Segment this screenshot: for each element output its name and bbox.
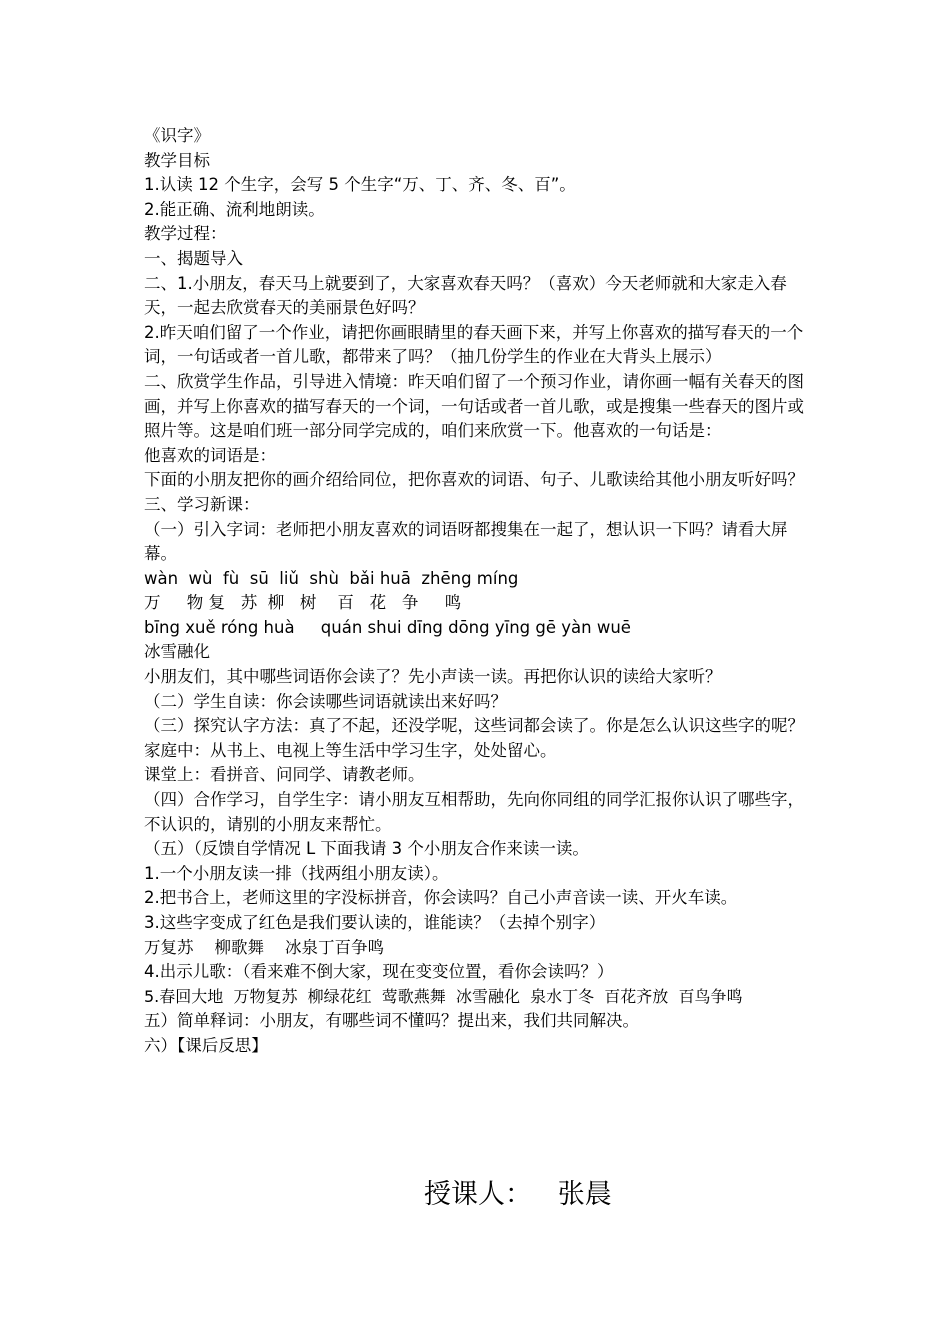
activity-item-5: 5.春回大地 万物复苏 柳绿花红 莺歌燕舞 冰雪融化 泉水丁冬 百花齐放 百鸟争鸣 bbox=[144, 986, 743, 1006]
lesson-title: 《识字》 bbox=[144, 126, 210, 145]
step-heading-new-lesson: 三、学习新课： bbox=[144, 494, 260, 514]
activity-item-3: 3.这些字变成了红色是我们要认读的，谁能读？（去掉个别字） bbox=[144, 913, 606, 932]
step-heading-intro: 一、揭题导入 bbox=[144, 248, 243, 268]
paragraph-introduce-words: （一）引入字词：老师把小朋友喜欢的词语呀都搜集在一起了，想认识一下吗？请看大屏幕。 bbox=[144, 519, 788, 564]
paragraph-appreciation: 二、欣赏学生作品，引导进入情境：昨天咱们留了一个预习作业，请你画一幅有关春天的图画，并写上你喜欢的描写春天的一个词，一句话或者一首儿歌，或是搜集一些春天的图片或照片等。这是咱们班一部分同学完成的，咱们来欣赏一下。他喜欢的一句话是： bbox=[144, 371, 804, 441]
section-heading-process: 教学过程： bbox=[144, 224, 227, 244]
paragraph-intro-2: 2.昨天咱们留了一个作业，请把你画眼睛里的春天画下来，并写上你喜欢的描写春天的一个词，一句话或者一首儿歌，都带来了吗？（抽几份学生的作业在大背头上展示） bbox=[144, 322, 804, 367]
activity-item-4: 4.出示儿歌：（看来难不倒大家，现在变变位置，看你会读吗？） bbox=[144, 962, 614, 982]
paragraph-liked-words: 他喜欢的词语是： bbox=[144, 445, 276, 465]
teacher-signature: 授课人： 张晨 bbox=[424, 1179, 612, 1210]
paragraph-self-read: （二）学生自读：你会读哪些词语就读出来好吗？ bbox=[144, 691, 507, 711]
activity-item-2: 2.把书合上，老师这里的字没标拼音，你会读吗？自己小声音读一读、开火车读。 bbox=[144, 888, 738, 908]
paragraph-feedback: （五）（反馈自学情况 L 下面我请 3 个小朋友合作来读一读。 bbox=[144, 839, 589, 859]
activity-item-1: 1.一个小朋友读一排（找两组小朋友读）。 bbox=[144, 863, 449, 883]
pinyin-line-2: bīng xuě róng huà quán shui dīng dōng yīng gē yàn wuē bbox=[144, 617, 631, 637]
pinyin-line-1: wàn wù fù sū liǔ shù bǎi huā zhēng míng bbox=[144, 568, 519, 588]
hanzi-line-1: 万 物 复 苏 柳 树 百 花 争 鸣 bbox=[144, 593, 462, 613]
paragraph-explore-methods: （三）探究认字方法：真了不起，还没学呢，这些词都会读了。你是怎么认识这些字的呢？ bbox=[144, 716, 804, 736]
goal-item-2: 2.能正确、流利地朗读。 bbox=[144, 199, 325, 219]
paragraph-in-class: 课堂上：看拼音、问同学、请教老师。 bbox=[144, 765, 425, 785]
paragraph-read-quietly: 小朋友们，其中哪些词语你会读了？先小声读一读。再把你认识的读给大家听？ bbox=[144, 667, 722, 687]
paragraph-at-home: 家庭中：从书上、电视上等生活中学习生字，处处留心。 bbox=[144, 740, 557, 760]
lesson-plan-body bbox=[144, 124, 812, 1059]
hanzi-line-2: 冰雪融化 bbox=[144, 642, 210, 662]
word-group-line: 万复苏 柳歌舞 冰泉丁百争鸣 bbox=[144, 937, 384, 957]
section-heading-goals: 教学目标 bbox=[144, 150, 210, 170]
paragraph-share: 下面的小朋友把你的画介绍给同位，把你喜欢的词语、句子、儿歌读给其他小朋友听好吗？ bbox=[144, 470, 804, 490]
paragraph-word-explanation: 五）简单释词：小朋友，有哪些词不懂吗？提出来，我们共同解决。 bbox=[144, 1011, 639, 1031]
paragraph-reflection: 六）【课后反思】 bbox=[144, 1035, 268, 1055]
paragraph-cooperative-learning: （四）合作学习，自学生字：请小朋友互相帮助，先向你同组的同学汇报你认识了哪些字，不认识的，请别的小朋友来帮忙。 bbox=[144, 790, 804, 834]
paragraph-intro-1: 二、1.小朋友，春天马上就要到了，大家喜欢春天吗？（喜欢）今天老师就和大家走入春天，一起去欣赏春天的美丽景色好吗？ bbox=[144, 273, 787, 318]
goal-item-1: 1.认读 12 个生字，会写 5 个生字“万、丁、齐、冬、百”。 bbox=[144, 175, 576, 195]
